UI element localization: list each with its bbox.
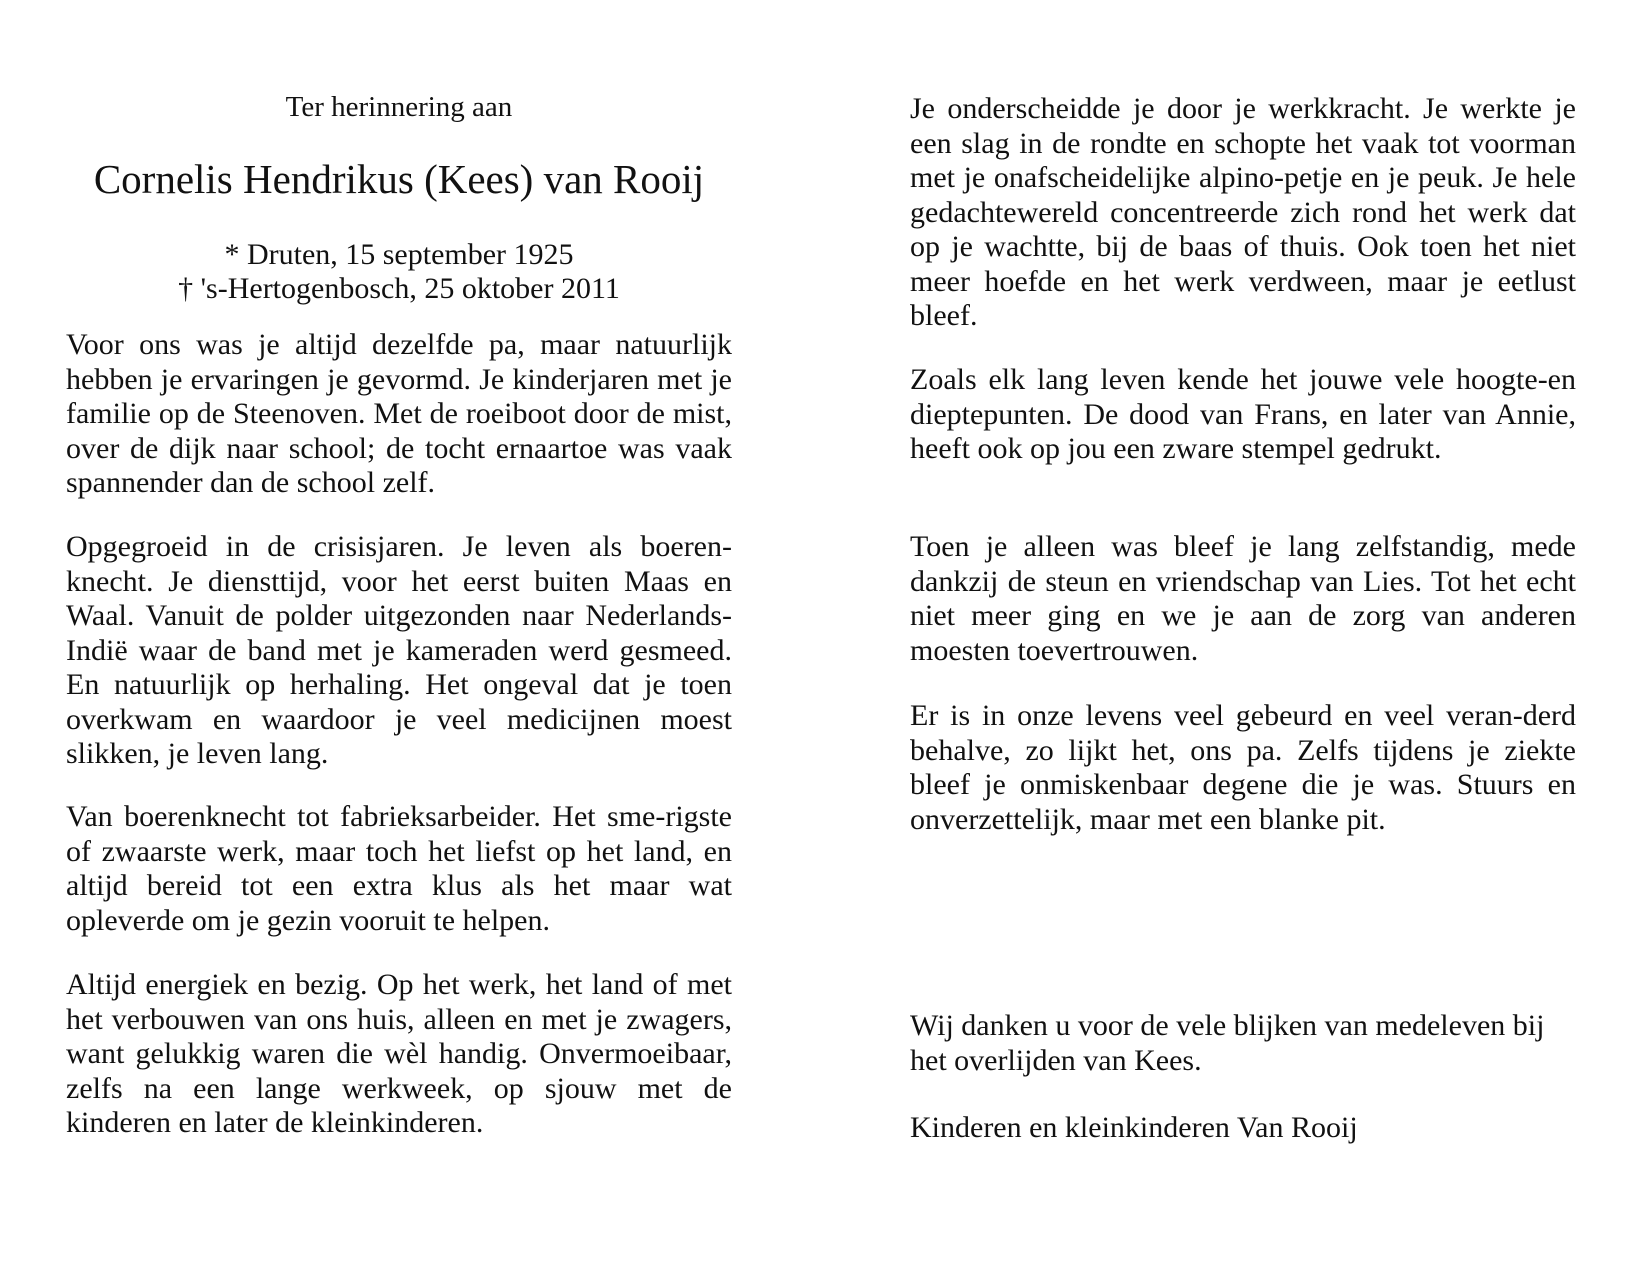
birth-line: * Druten, 15 september 1925 <box>224 238 574 271</box>
death-line: † 's-Hertogenbosch, 25 oktober 2011 <box>178 272 620 305</box>
paragraph-energetic: Altijd energiek en bezig. Op het werk, het land of met het verbouwen van ons huis, alleen en met je zwagers, want gelukkig waren die wèl handig. Onvermoeibaar, zelfs na een lange werkweek, op sjouw met de kinderen en later de kleinkinderen. <box>66 968 732 1139</box>
paragraph-unchanged: Er is in onze levens veel gebeurd en veel veran-derd behalve, zo lijkt het, ons pa. Zelfs tijdens je ziekte bleef je onmiskenbaar degene die je was. Stuurs en onverzettelijk, maar met een blanke pit. <box>910 699 1576 836</box>
paragraph-independent: Toen je alleen was bleef je lang zelfstandig, mede dankzij de steun en vriendschap van Lies. Tot het echt niet meer ging en we je aan de zorg van anderen moesten toevertrouwen. <box>910 530 1576 667</box>
paragraph-childhood: Voor ons was je altijd dezelfde pa, maar natuurlijk hebben je ervaringen je gevormd. Je kinderjaren met je familie op de Steenoven. Met de roeiboot door de mist, over de dijk naar school; de tocht ernaartoe was vaak spannender dan de school zelf. <box>66 328 732 499</box>
paragraph-workforce: Je onderscheidde je door je werkkracht. Je werkte je een slag in de rondte en schopte het vaak tot voorman met je onafscheidelijke alpino-petje en je peuk. Je hele gedachtewereld concentreerde zich rond het werk dat op je wachtte, bij de baas of thuis. Ook toen het niet meer hoefde en het werk verdween, maar je eetlust bleef. <box>910 92 1576 332</box>
thanks-text: Wij danken u voor de vele blijken van medeleven bij het overlijden van Kees. <box>910 1009 1545 1077</box>
paragraph-work: Van boerenknecht tot fabrieksarbeider. Het sme-rigste of zwaarste werk, maar toch het liefst op het land, en altijd bereid tot een extra klus als het maar wat opleverde om je gezin vooruit te helpen. <box>66 800 732 937</box>
paragraph-highs-lows: Zoals elk lang leven kende het jouwe vele hoogte-en dieptepunten. De dood van Frans, en later van Annie, heeft ook op jou een zware stempel gedrukt. <box>910 363 1576 465</box>
deceased-name: Cornelis Hendrikus (Kees) van Rooij <box>93 156 705 202</box>
intro-text: Ter herinnering aan <box>285 91 513 123</box>
signature: Kinderen en kleinkinderen Van Rooij <box>910 1111 1358 1144</box>
paragraph-crisis-years: Opgegroeid in de crisisjaren. Je leven als boeren-knecht. Je diensttijd, voor het eerst buiten Maas en Waal. Vanuit de polder uitgezonden naar Nederlands-Indië waar de band met je kameraden werd gesmeed. En natuurlijk op herhaling. Het ongeval dat je toen overkwam en waardoor je veel medicijnen moest slikken, je leven lang. <box>66 530 732 770</box>
